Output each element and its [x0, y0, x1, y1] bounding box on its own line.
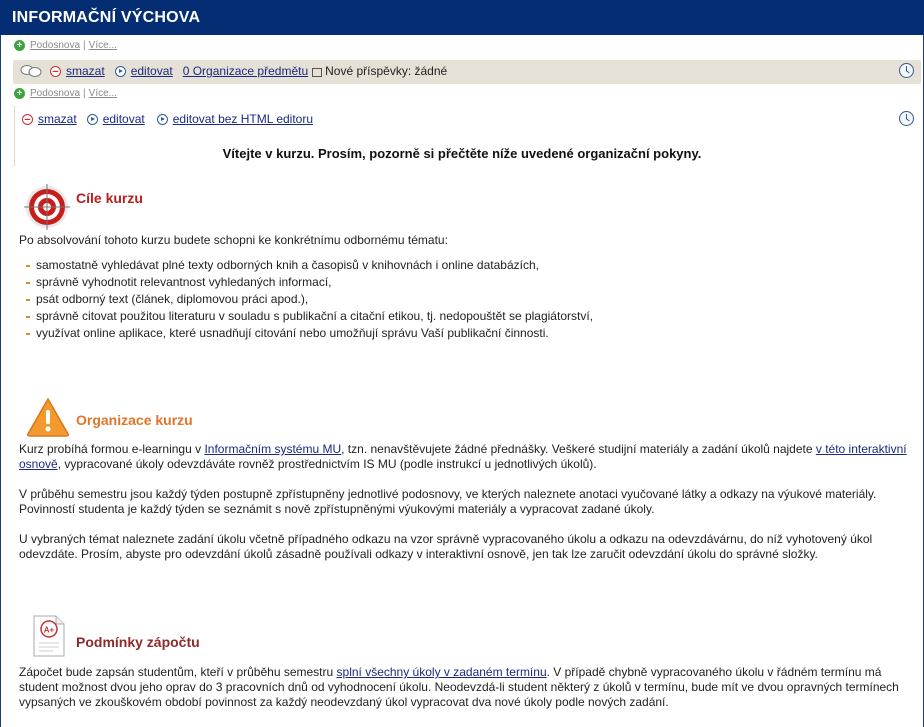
- text: Kurz probíhá formou e-learningu v: [19, 442, 205, 456]
- text: Zápočet bude zapsán studentům, kteří v průběhu semestru: [19, 665, 337, 679]
- page-title: INFORMAČNÍ VÝCHOVA: [0, 0, 924, 35]
- item-toolbar: [20, 64, 447, 78]
- cile-title: Cíle kurzu: [76, 190, 143, 206]
- list-item: správně citovat použitou literaturu v souladu s publikační a citační etikou, tj. nedopouštět se plagiátorství,: [26, 308, 593, 325]
- vice-link[interactable]: Více...: [88, 40, 118, 51]
- podminky-p: [19, 665, 909, 710]
- list-item: psát odborný text (článek, diplomovou práci apod.),: [26, 291, 593, 308]
- list-item: využívat online aplikace, které usnadňují citování nebo umožňují správu Vaší publikační činnosti.: [26, 325, 593, 342]
- organizace-p1: [19, 442, 909, 472]
- grade-badge-text: A+: [43, 625, 55, 635]
- separator: |: [83, 88, 86, 99]
- smazat-link[interactable]: smazat: [66, 64, 105, 78]
- list-item: samostatně vyhledávat plné texty odborných knih a časopisů v knihovnách i online databázích,: [26, 257, 593, 274]
- delete-icon[interactable]: −: [50, 66, 61, 77]
- add-row-top: [14, 40, 117, 51]
- vice-link[interactable]: Více...: [88, 88, 118, 99]
- grade-document-icon: [31, 613, 67, 659]
- clock-icon[interactable]: [899, 63, 914, 78]
- osnova-link[interactable]: v této interaktivní osnově: [19, 442, 907, 471]
- add-icon[interactable]: +: [14, 40, 25, 51]
- editovat-link[interactable]: editovat: [130, 64, 173, 78]
- editovat-link[interactable]: editovat: [102, 112, 145, 126]
- text: , tzn. nenavštěvujete žádné přednášky. Veškeré studijní materiály a zadání úkolů najdete: [341, 442, 816, 456]
- edit-icon[interactable]: [115, 66, 126, 77]
- is-mu-link[interactable]: Informačním systému MU: [204, 442, 342, 456]
- cile-intro: Po absolvování tohoto kurzu budete schopni ke konkrétnímu odbornému tématu:: [19, 233, 448, 247]
- delete-icon[interactable]: −: [22, 114, 33, 125]
- organizace-p3: U vybraných témat naleznete zadání úkolu včetně případného odkazu na vzor správně vypracovaného úkolu a odkazu na odevzdávárnu, do níž vyhotovený úkol odevzdáte. Prosím, abyste pro odevzdání úkolů zásadně používali odkazy v interaktivní osnově, jen tak lze zaručit odevzdání úkolu do správné složky.: [19, 532, 873, 561]
- organizace-p2: V průběhu semestru jsou každý týden postupně zpřístupněny jednotlivé podosnovy, ve kterých naleznete anotaci vyučované látky a odkazy na výukové materiály. Povinností studenta je každý týden se seznámit s nově zpřístupněnými výukovými materiály a vypracovat zadané úkoly.: [19, 487, 877, 516]
- add-icon[interactable]: +: [14, 88, 25, 99]
- new-posts-text: Nové příspěvky: žádné: [325, 64, 448, 78]
- text: . V případě chybně vypracovaného úkolu v řádném termínu má student možnost dvou jeho oprav do 3 pracovních dnů od vyhodnocení úkolu. Neodevzdá-li student některý z úkolů v termínu, bude mít ve dvou opravných termínech vypsaných ve zkouškovém období povinnost za každý neodevzdaný úkol vypracovat dva nové úkoly podle nových zadání.: [19, 665, 899, 709]
- welcome-heading: Vítejte v kurzu. Prosím, pozorně si přečtěte níže uvedené organizační pokyny.: [222, 146, 702, 161]
- edit-icon[interactable]: [87, 114, 98, 125]
- ukoly-link[interactable]: splní všechny úkoly v zadaném termínu: [336, 665, 547, 679]
- clock-icon[interactable]: [899, 111, 914, 126]
- organizace-predmetu-link[interactable]: 0 Organizace předmětu: [182, 64, 309, 78]
- content-toolbar: [22, 112, 313, 126]
- edit-plain-icon[interactable]: [157, 114, 168, 125]
- target-icon: [24, 184, 70, 230]
- separator: |: [83, 40, 86, 51]
- list-item: správně vyhodnotit relevantnost vyhledaných informací,: [26, 274, 593, 291]
- editovat-bez-html-link[interactable]: editovat bez HTML editoru: [172, 112, 314, 126]
- text: , vypracované úkoly odevzdáváte rovněž prostřednictvím IS MU (podle instrukcí u jednotlivých úkolů).: [57, 457, 597, 471]
- organizace-title: Organizace kurzu: [76, 412, 193, 428]
- mail-icon: [312, 68, 322, 77]
- smazat-link[interactable]: smazat: [38, 112, 77, 126]
- discussion-icon[interactable]: [20, 64, 42, 78]
- cile-list: [26, 257, 593, 342]
- podminky-title: Podmínky zápočtu: [76, 634, 200, 650]
- podosnova-link[interactable]: Podosnova: [30, 40, 81, 51]
- warning-icon: [25, 396, 71, 438]
- add-row-mid: [14, 88, 117, 99]
- podosnova-link[interactable]: Podosnova: [30, 88, 81, 99]
